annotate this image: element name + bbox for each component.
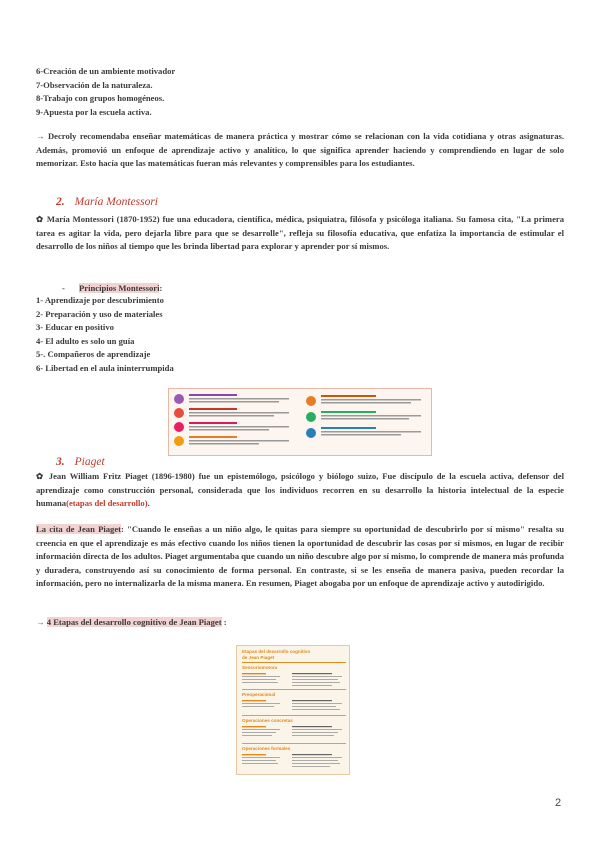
- section-heading-montessori: 2. María Montessori: [56, 196, 158, 208]
- arrow-icon: →: [36, 617, 45, 627]
- principle-item: 5-. Compañeros de aprendizaje: [36, 349, 151, 359]
- section-heading-piaget: 3. Piaget: [56, 456, 105, 468]
- divider: [242, 689, 346, 690]
- principle-item: 3- Educar en positivo: [36, 322, 114, 332]
- montessori-principles-image: [168, 388, 432, 456]
- principle-item: 6- Libertad en el aula ininterrumpida: [36, 362, 174, 373]
- stage-label: Operaciones formales: [242, 746, 291, 751]
- list-item: 6-Creación de un ambiente motivador: [36, 66, 176, 76]
- stages-heading: → 4 Etapas del desarrollo cognitivo de Jean Piaget :: [36, 617, 227, 627]
- montessori-infographic-graphic: [169, 389, 431, 455]
- principle-item: 4- El adulto es solo un guía: [36, 335, 135, 346]
- list-item: 9-Apuesta por la escuela activa.: [36, 106, 152, 117]
- divider: [242, 743, 346, 744]
- montessori-intro: ✿ María Montessori (1870-1952) fue una educadora, científica, médica, psiquiatra, filósofa y psicóloga italiana. Su famosa cita, "La primera tarea es agitar la vida, pero dejarla libre para que se desarrolle", refleja su filosofía educativa, que enfatiza la importancia de estimular el desarrollo de los niños al tiempo que les brinda libertad para explorar y aprender por sí mismos.: [36, 214, 564, 252]
- stage-lines: [242, 699, 346, 715]
- stage-lines: [242, 753, 346, 771]
- piaget-quote-paragraph: La cita de Jean Piaget: "Cuando le enseñas a un niño algo, le quitas para siempre su oportunidad de descubrirlo por sí mismo" resalta su creencia en que el aprendizaje es más efectivo cuando los niños tienen la oportunidad de descubrir las cosas por sí mismos, en lugar de recibir información directa de los adultos. Piaget argumentaba que cuando un niño descubre algo por sí mismo, lo comprende de manera más profunda y duradera, construyendo así su conocimiento de forma personal. En contraste, si se les enseña de manera pasiva, pueden recordar la información, pero no internalizarla de la misma manera. En resumen, Piaget abogaba por un enfoque de aprendizaje activo y autodirigido.: [36, 524, 565, 589]
- dash-bullet: -: [62, 283, 65, 293]
- principle-item: 1- Aprendizaje por descubrimiento: [36, 295, 164, 305]
- divider: [242, 662, 346, 663]
- piaget-intro: ✿ Jean William Fritz Piaget (1896-1980) fue un epistemólogo, psicólogo y biólogo suizo, Fue discípulo de la escuela activa, defensor del aprendizaje como construcción personal, considerada que los individuos recorren en su desarrollo la historia intelectual de la especie humana(etapas del desarrollo).: [36, 471, 565, 509]
- stage-label: Preoperacional: [242, 692, 276, 697]
- quote-label: La cita de Jean Piaget: [36, 524, 121, 534]
- flower-bullet-icon: ✿: [36, 471, 45, 481]
- stage-lines: [242, 672, 346, 688]
- principle-item: 2- Preparación y uso de materiales: [36, 308, 163, 319]
- piaget-stages-image: [236, 645, 350, 775]
- stage-lines: [242, 725, 346, 741]
- stage-label: Operaciones concretas: [242, 718, 293, 723]
- list-item: 8-Trabajo con grupos homogéneos.: [36, 93, 165, 103]
- decroly-paragraph: → Decroly recomendaba enseñar matemáticas de manera práctica y mostrar cómo se relacionan con la vida cotidiana y otras asignaturas. Además, promovió un enfoque de aprendizaje activo y analítico, lo que significa aprender haciendo y comprendiendo en lugar de solo memorizar. Esto hacía que las matemáticas fueran más relevantes y comprensibles para los estudiantes.: [36, 131, 564, 169]
- principles-heading: - Principios Montessori:: [62, 283, 163, 293]
- left-column: [174, 394, 289, 446]
- flower-bullet-icon: ✿: [36, 214, 44, 224]
- infographic-title: Etapas del desarrollo cognitivo de Jean Piaget: [242, 649, 311, 660]
- page-number: 2: [555, 797, 562, 809]
- right-column: [306, 395, 421, 438]
- divider: [242, 715, 346, 716]
- arrow-icon: →: [36, 131, 45, 141]
- stage-label: Sensoriomotora: [242, 665, 278, 670]
- list-item: 7-Observación de la naturaleza.: [36, 79, 153, 90]
